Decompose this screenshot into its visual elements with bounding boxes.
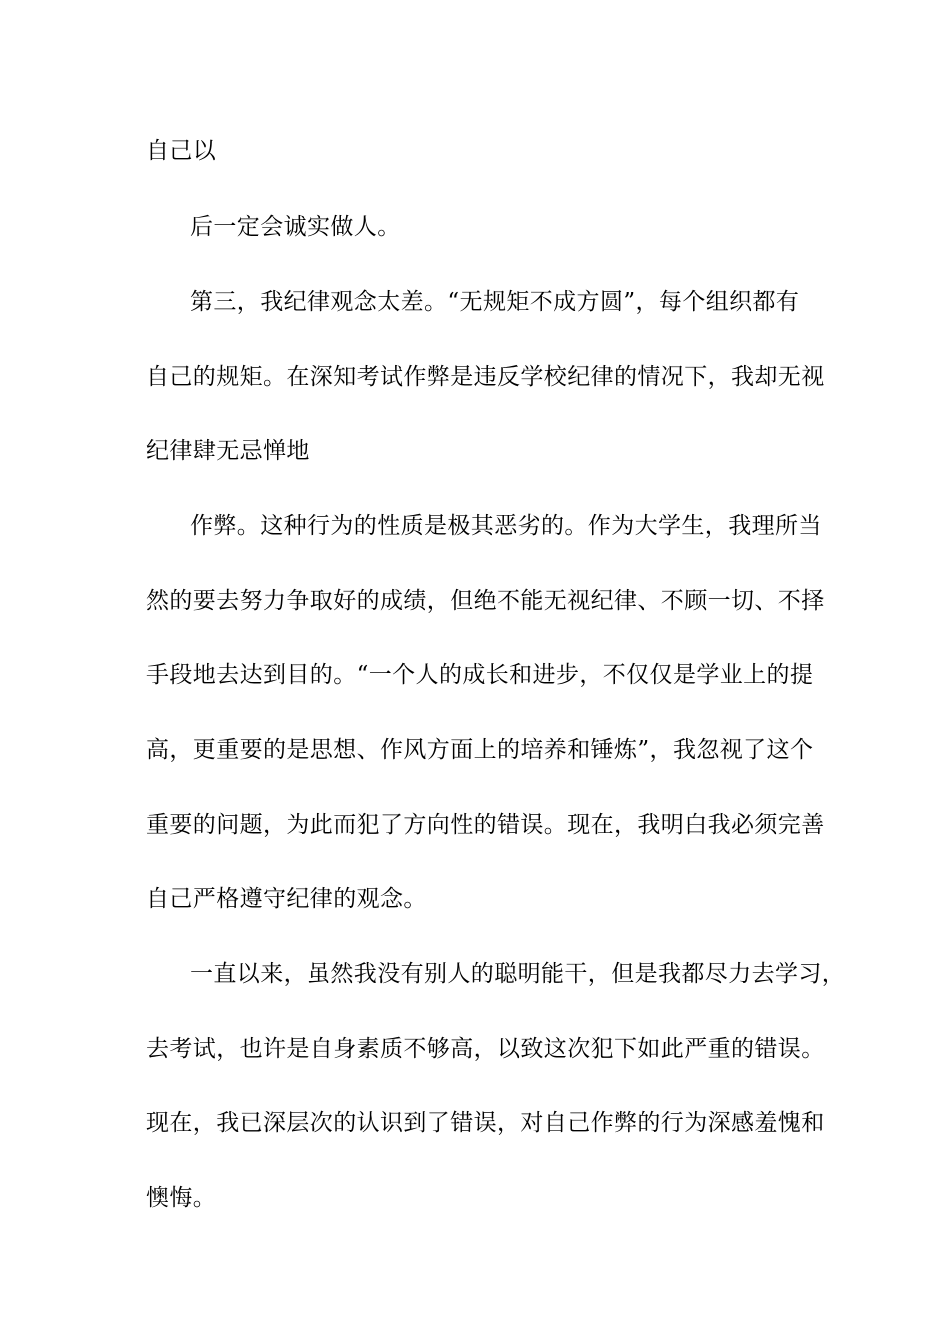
text-line-5: 纪律肆无忌惮地 (146, 438, 310, 464)
text-line-11: 自己严格遵守纪律的观念。 (146, 886, 427, 912)
text-line-12: 一直以来，虽然我没有别人的聪明能干，但是我都尽力去学习， (190, 961, 846, 987)
text-line-6: 作弊。这种行为的性质是极其恶劣的。作为大学生，我理所当 (190, 513, 822, 539)
text-line-1: 自己以 (146, 138, 217, 164)
text-line-4: 自己的规矩。在深知考试作弊是违反学校纪律的情况下，我却无视 (146, 364, 825, 390)
text-line-2: 后一定会诚实做人。 (190, 214, 401, 240)
text-line-9: 高，更重要的是思想、作风方面上的培养和锤炼”，我忽视了这个 (146, 737, 814, 763)
text-line-3: 第三，我纪律观念太差。“无规矩不成方圆”，每个组织都有 (190, 289, 800, 315)
text-line-8: 手段地去达到目的。“一个人的成长和进步，不仅仅是学业上的提 (146, 662, 814, 688)
text-line-13: 去考试，也许是自身素质不够高，以致这次犯下如此严重的错误。 (146, 1036, 825, 1062)
text-line-7: 然的要去努力争取好的成绩，但绝不能无视纪律、不顾一切、不择 (146, 588, 825, 614)
text-line-10: 重要的问题，为此而犯了方向性的错误。现在，我明白我必须完善 (146, 812, 825, 838)
text-line-14: 现在，我已深层次的认识到了错误，对自己作弊的行为深感羞愧和 (146, 1110, 825, 1136)
text-line-15: 懊悔。 (146, 1185, 217, 1211)
